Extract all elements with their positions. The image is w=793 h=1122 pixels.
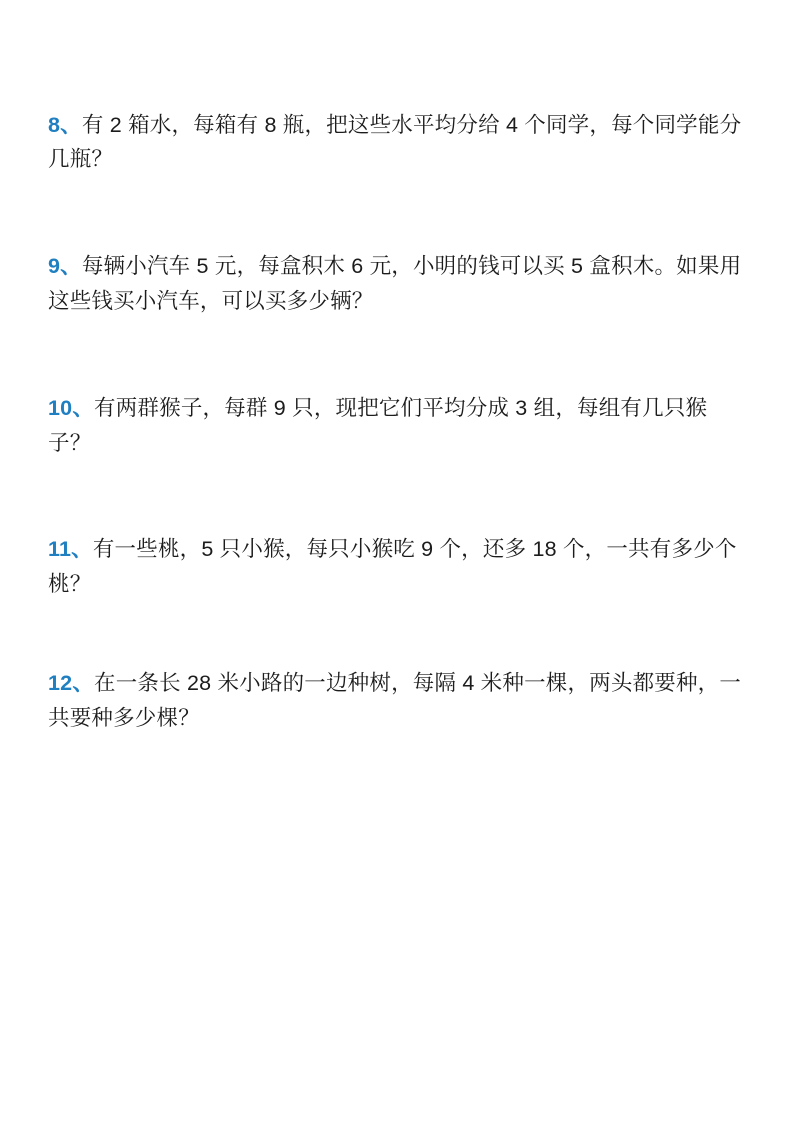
problem-list	[48, 108, 745, 736]
problem-item	[48, 532, 745, 602]
problem-body: 每辆小汽车 5 元，每盒积木 6 元，小明的钱可以买 5 盒积木。如果用这些钱买小汽车，可以买多少辆？	[48, 254, 742, 313]
problem-text	[48, 666, 745, 736]
problem-body: 有两群猴子，每群 9 只，现把它们平均分成 3 组，每组有几只猴子？	[48, 395, 708, 455]
problem-body: 在一条长 28 米小路的一边种树，每隔 4 米种一棵，两头都要种，一共要种多少棵？	[48, 671, 742, 730]
problem-text	[48, 249, 745, 319]
problem-item	[48, 666, 745, 736]
problem-text	[48, 391, 745, 461]
problem-item	[48, 391, 745, 461]
problem-text	[48, 532, 745, 602]
problem-number: 11、	[48, 537, 93, 562]
problem-item	[48, 108, 745, 178]
problem-body: 有一些桃，5 只小猴，每只小猴吃 9 个，还多 18 个，一共有多少个桃？	[48, 537, 737, 597]
problem-body: 有 2 箱水，每箱有 8 瓶，把这些水平均分给 4 个同学，每个同学能分几瓶？	[48, 112, 742, 172]
problem-number: 10、	[48, 395, 95, 420]
problem-item	[48, 249, 745, 319]
problem-number: 9、	[48, 254, 82, 279]
problem-number: 8、	[48, 112, 82, 137]
problem-text	[48, 108, 745, 178]
problem-number: 12、	[48, 671, 95, 696]
